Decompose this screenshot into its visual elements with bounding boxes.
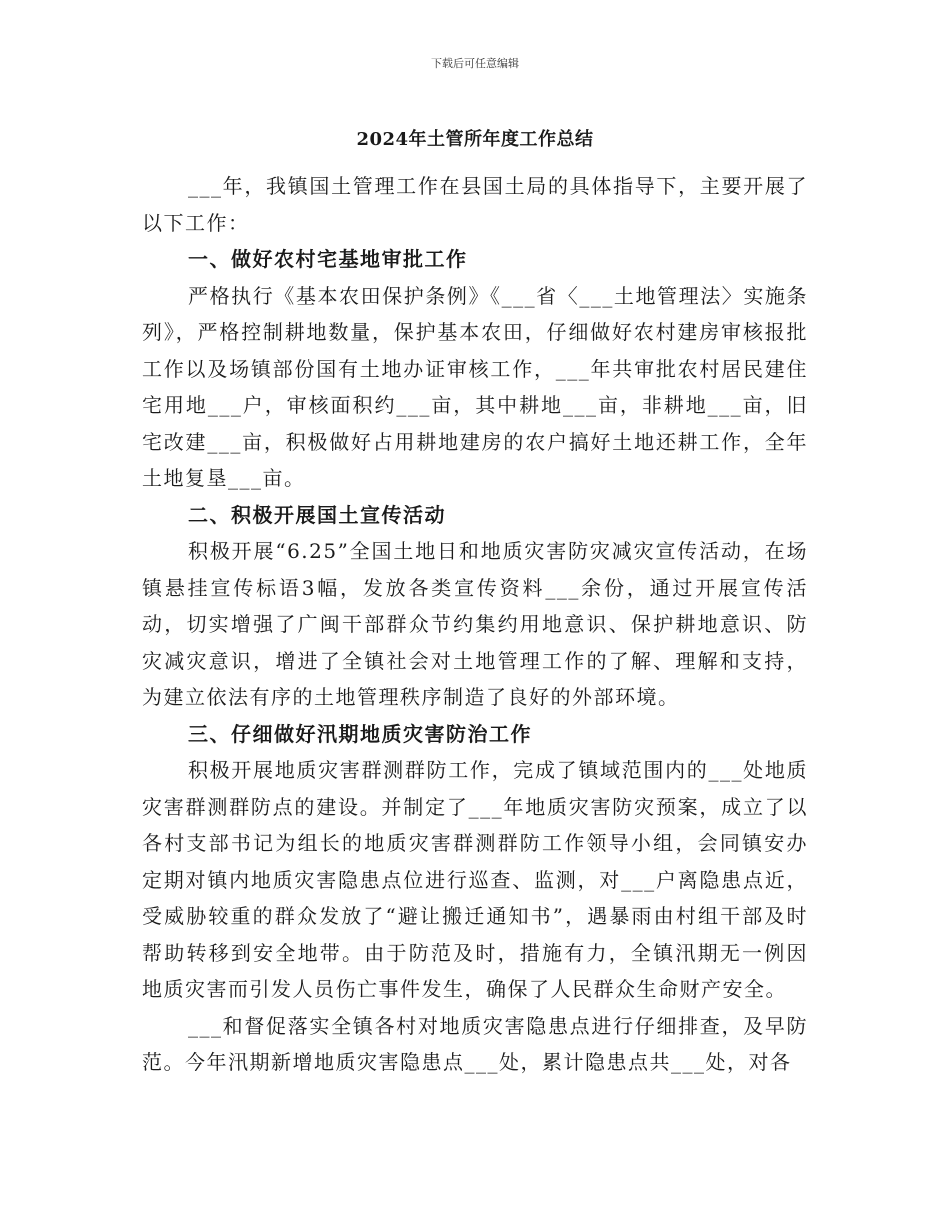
section-heading-3: 三、仔细做好汛期地质灾害防治工作 <box>188 721 532 746</box>
section-heading-1: 一、做好农村宅基地审批工作 <box>188 247 468 271</box>
section-2-paragraph: 积极开展“6.25”全国土地日和地质灾害防灾减灾宣传活动，在场镇悬挂宣传标语3幅，发放各类宣传资料___余份，通过开展宣传活动，切实增强了广闽干部群众节约集约用地意识、保护耕地意识、防灾减灾意识，增进了全镇社会对土地管理工作的了解、理解和支持，为建立依法有序的土地管理秩序制造了良好的外部环境。 <box>142 539 808 709</box>
section-heading-2: 二、积极开展国土宣传活动 <box>188 502 446 527</box>
document-body <box>142 168 808 1081</box>
download-note: 下载后可任意编辑 <box>431 57 519 70</box>
section-1-paragraph: 严格执行《基本农田保护条例》《___省〈___土地管理法〉实施条列》，严格控制耕地数量，保护基本农田，仔细做好农村建房审核报批工作以及场镇部份国有土地办证审核工作，___年共审批农村居民建住宅用地___户，审核面积约___亩，其中耕地___亩，非耕地___亩，旧宅改建___亩，积极做好占用耕地建房的农户搞好土地还耕工作，全年土地复垦___亩。 <box>142 283 808 490</box>
section-3-paragraph-1: 积极开展地质灾害群测群防工作，完成了镇域范围内的___处地质灾害群测群防点的建设。并制定了___年地质灾害防灾预案，成立了以各村支部书记为组长的地质灾害群测群防工作领导小组，会同镇安办定期对镇内地质灾害隐患点位进行巡查、监测，对___户离隐患点近，受威胁较重的群众发放了“避让搬迁通知书”，遇暴雨由村组干部及时帮助转移到安全地带。由于防范及时，措施有力，全镇汛期无一例因地质灾害而引发人员伤亡事件发生，确保了人民群众生命财产安全。 <box>142 758 808 1001</box>
document-title: 2024年土管所年度工作总结 <box>356 129 594 150</box>
intro-paragraph: ___年，我镇国土管理工作在县国土局的具体指导下，主要开展了以下工作： <box>142 174 808 235</box>
section-3-paragraph-2: ___和督促落实全镇各村对地质灾害隐患点进行仔细排查，及早防范。今年汛期新增地质灾害隐患点___处，累计隐患点共___处，对各 <box>142 1013 808 1074</box>
